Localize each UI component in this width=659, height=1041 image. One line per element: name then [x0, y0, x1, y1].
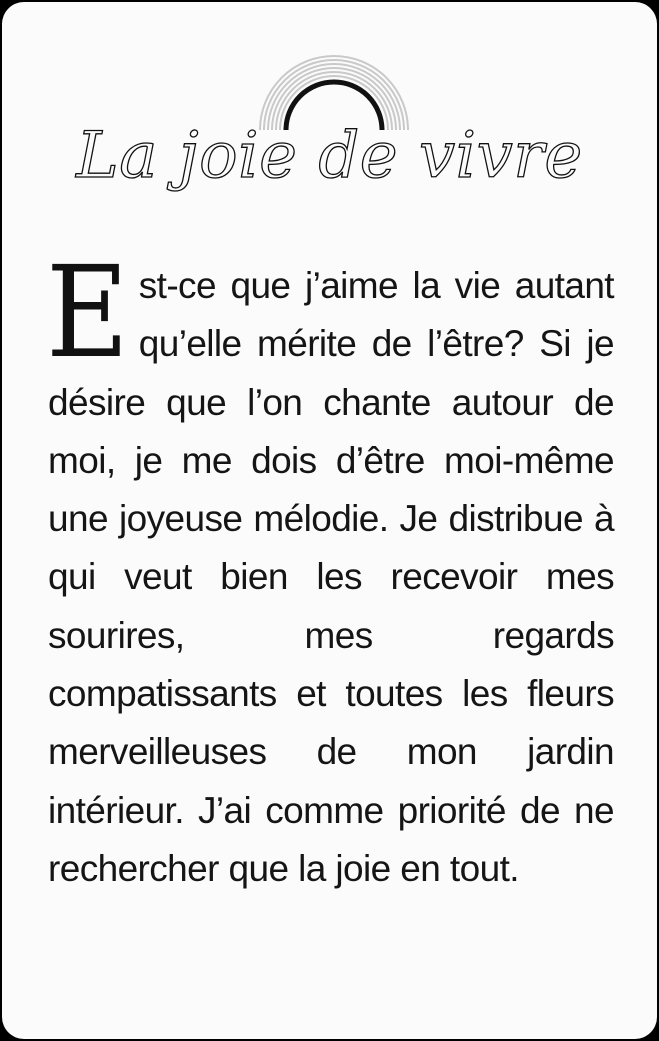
paragraph-text: st-ce que j’aime la vie autant qu’elle mérite de l’être? Si je désire que l’on chante autour de moi, je me dois d’être moi-même une joyeuse mélodie. Je distribue à qui veut bien les recevoir mes sourires, mes regards compatissants et toutes les fleurs merveilleuses de mon jardin intérieur. J’ai comme priorité de ne rechercher que la joie en tout.	[48, 265, 614, 889]
card-title: La joie de vivre	[76, 119, 583, 193]
drop-cap: E	[46, 239, 129, 386]
card-text	[46, 239, 614, 898]
card	[2, 2, 657, 1039]
